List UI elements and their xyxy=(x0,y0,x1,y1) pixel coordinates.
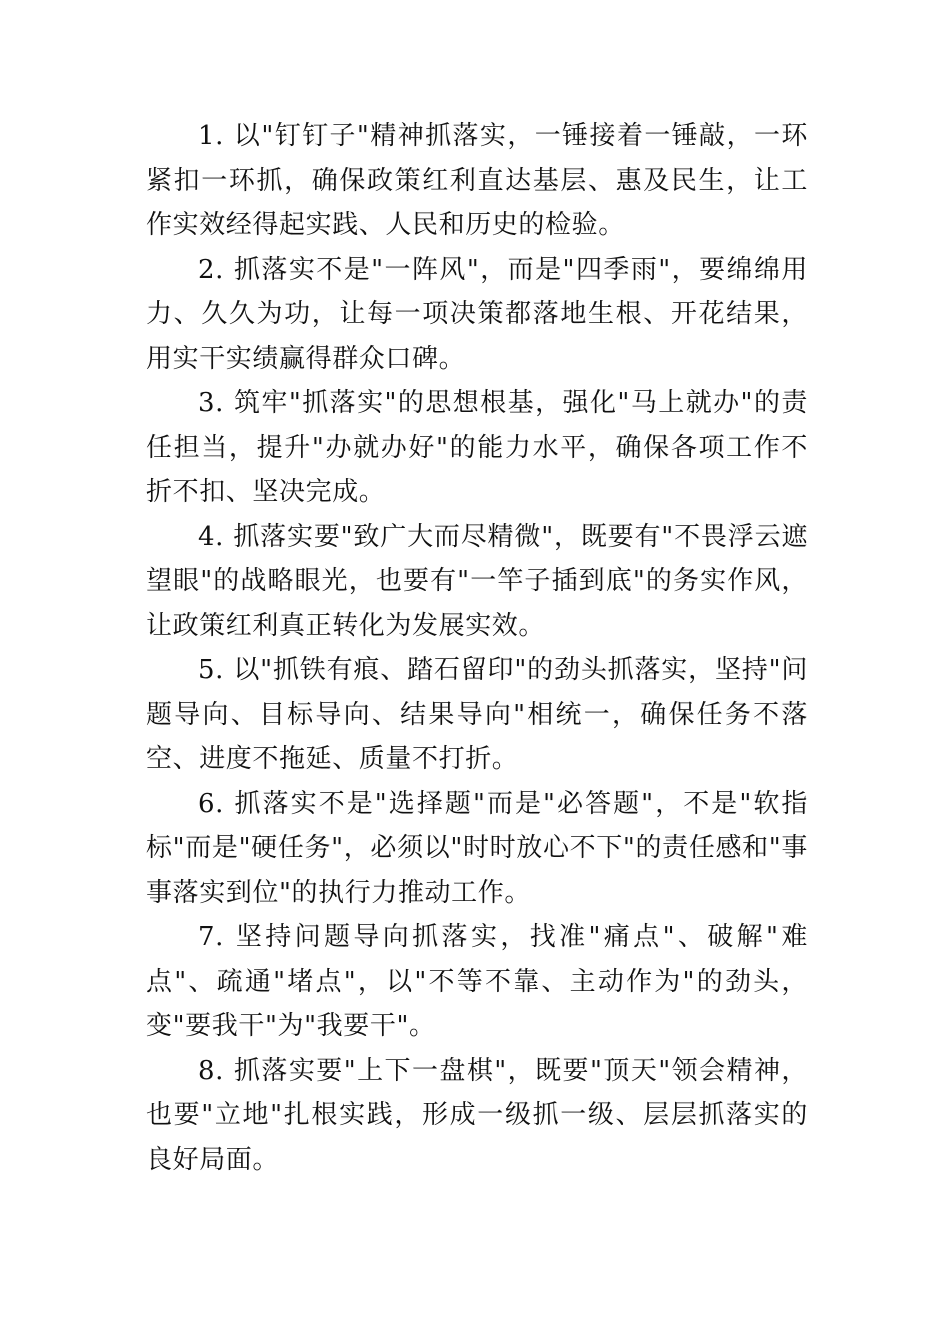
paragraph-number: 4. xyxy=(198,521,225,552)
paragraph-number: 2. xyxy=(198,254,225,285)
paragraph-text: 抓落实不是"选择题"而是"必答题"，不是"软指标"而是"硬任务"，必须以"时时放心不下"的责任感和"事事落实到位"的执行力推动工作。 xyxy=(146,788,808,908)
paragraph-3 xyxy=(146,381,808,515)
paragraph-7 xyxy=(146,915,808,1049)
paragraph-2 xyxy=(146,248,808,382)
paragraph-text: 以"钉钉子"精神抓落实，一锤接着一锤敲，一环紧扣一环抓，确保政策红利直达基层、惠及民生，让工作实效经得起实践、人民和历史的检验。 xyxy=(146,121,808,240)
paragraph-text: 抓落实要"上下一盘棋"，既要"顶天"领会精神，也要"立地"扎根实践，形成一级抓一级、层层抓落实的良好局面。 xyxy=(146,1055,808,1175)
paragraph-8 xyxy=(146,1049,808,1183)
paragraph-number: 8. xyxy=(198,1055,225,1086)
paragraph-5 xyxy=(146,648,808,782)
paragraph-text: 抓落实不是"一阵风"，而是"四季雨"，要绵绵用力、久久为功，让每一项决策都落地生根、开花结果，用实干实绩赢得群众口碑。 xyxy=(146,254,808,374)
paragraph-text: 筑牢"抓落实"的思想根基，强化"马上就办"的责任担当，提升"办就办好"的能力水平，确保各项工作不折不扣、坚决完成。 xyxy=(146,388,808,507)
paragraph-text: 坚持问题导向抓落实，找准"痛点"、破解"难点"、疏通"堵点"，以"不等不靠、主动作为"的劲头，变"要我干"为"我要干"。 xyxy=(146,922,808,1041)
paragraph-number: 6. xyxy=(198,788,225,819)
paragraph-number: 1. xyxy=(198,121,225,151)
paragraph-text: 抓落实要"致广大而尽精微"，既要有"不畏浮云遮望眼"的战略眼光，也要有"一竿子插到底"的务实作风，让政策红利真正转化为发展实效。 xyxy=(146,521,808,641)
paragraph-number: 7. xyxy=(198,922,225,952)
paragraph-4 xyxy=(146,515,808,649)
paragraph-1 xyxy=(146,114,808,248)
paragraph-number: 5. xyxy=(198,655,225,685)
document-body xyxy=(146,114,808,1182)
paragraph-text: 以"抓铁有痕、踏石留印"的劲头抓落实，坚持"问题导向、目标导向、结果导向"相统一，确保任务不落空、进度不拖延、质量不打折。 xyxy=(146,655,808,774)
paragraph-number: 3. xyxy=(198,388,225,418)
paragraph-6 xyxy=(146,782,808,916)
